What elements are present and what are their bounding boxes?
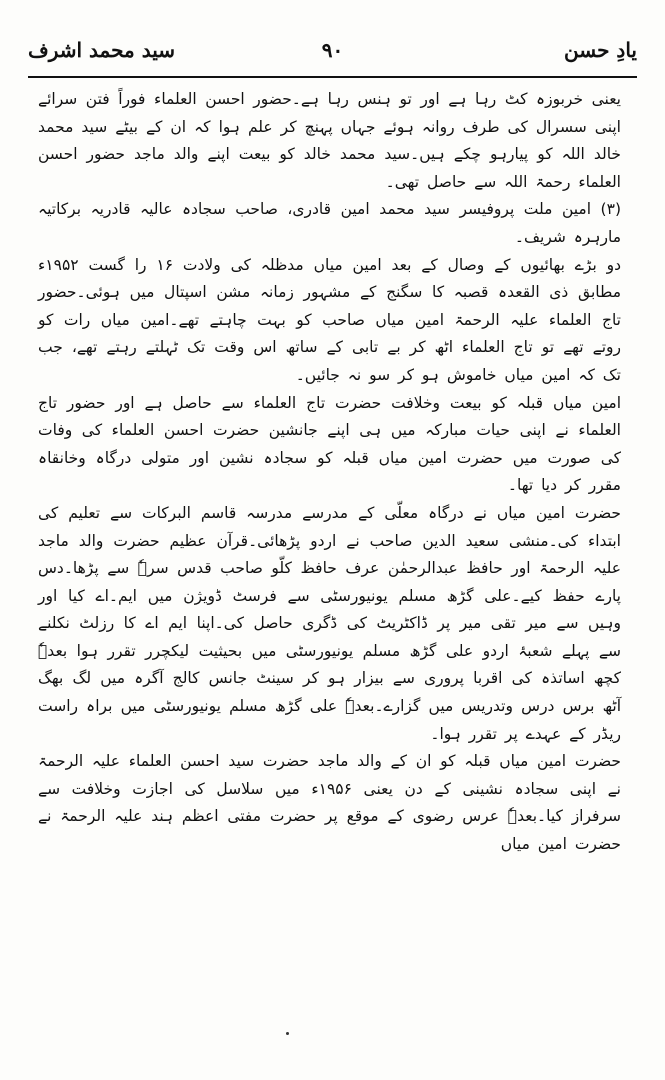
paragraph: امین میاں قبلہ کو بیعت وخلافت حضرت تاج العلماء سے حاصل ہے اور حضور تاج العلماء نے اپنی حیات مبارکہ میں ہی اپنے جانشین حضرت احسن العلماء کی وفات کی صورت میں حضرت امین میاں قبلہ کو سجادہ نشین اور متولی درگاہ وخانقاہ مقرر کر دیا تھا۔ — [38, 393, 621, 495]
page-speck — [286, 1032, 289, 1035]
header-divider — [28, 76, 637, 78]
paragraph: حضرت امین میاں قبلہ کو ان کے والد ماجد حضرت سید احسن العلماء علیہ الرحمۃ نے اپنی سجادہ نشینی کے دن یعنی ۱۹۵۶ء میں سلاسل کی اجازت وخلافت سے سرفراز کیا۔بعدہٗ عرس رضوی کے موقع پر حضرت مفتی اعظم ہند علیہ الرحمۃ نے حضرت امین میاں — [38, 752, 621, 854]
paragraph: (۳) امین ملت پروفیسر سید محمد امین قادری، صاحب سجادہ عالیہ قادریہ برکاتیہ مارہرہ شریف۔ — [38, 200, 621, 246]
page-body — [38, 86, 621, 859]
page-number: ۹۰ — [321, 38, 344, 62]
paragraph: حضرت امین میاں نے درگاہ معلّی کے مدرسے مدرسہ قاسم البرکات سے تعلیم کی ابتداء کی۔منشی سعید الدین صاحب نے اردو پڑھائی۔قرآن عظیم حضرت والد ماجد علیہ الرحمۃ اور حافظ عبدالرحمٰن عرف حافظ کلّو صاحب قدس سرہٗ سے پڑھا۔دس پارے حفظ کیے۔علی گڑھ مسلم یونیورسٹی سے فرسٹ ڈویژن میں ایم۔اے کیا اور وہیں سے میر تقی میر پر ڈاکٹریٹ کی ڈگری حاصل کی۔اپنا ایم اے کا رزلٹ نکلنے سے پہلے شعبۂ اردو علی گڑھ مسلم یونیورسٹی میں بحیثیت لیکچرر تقرر ہوا بعدہٗ کچھ اساتذہ کی اقربا پروری سے بیزار ہو کر سینٹ جانس کالج آگرہ میں لگ بھگ آٹھ برس درس وتدریس میں گزارے۔بعدہٗ علی گڑھ مسلم یونیورسٹی میں براہ راست ریڈر کے عہدے پر تقرر ہوا۔ — [38, 503, 621, 743]
paragraph: یعنی خربوزہ کٹ رہا ہے اور تو ہنس رہا ہے۔حضور احسن العلماء فوراً فتن سرائے اپنی سسرال کی طرف روانہ ہوئے جہاں پہنچ کر علم ہوا کہ ان کے بیٹے سید محمد خالد اللہ کو پیارہو چکے ہیں۔سید محمد خالد کو بیعت اپنے والد ماجد حضور احسن العلماء رحمۃ اللہ سے حاصل تھی۔ — [38, 90, 621, 191]
book-title: یادِ حسن — [564, 38, 637, 62]
running-header — [28, 30, 637, 70]
paragraph: دو بڑے بھائیوں کے وصال کے بعد امین میاں مدظلہ کی ولادت ۱۶ را گست ۱۹۵۲ء مطابق ذی القعدہ قصبہ کا سگنج کے مشہور زمانہ مشن اسپتال میں ہوئی۔حضور تاج العلماء علیہ الرحمۃ امین میاں صاحب کو بہت چاہتے تھے۔امین میاں رات کو روتے تھے تو تاج العلماء اٹھ کر بے تابی کے ساتھ اس وقت تک ٹہلتے رہتے تھے، جب تک کہ امین میاں خاموش ہو کر سو نہ جائیں۔ — [38, 255, 622, 384]
author-name: سید محمد اشرف — [28, 38, 175, 62]
